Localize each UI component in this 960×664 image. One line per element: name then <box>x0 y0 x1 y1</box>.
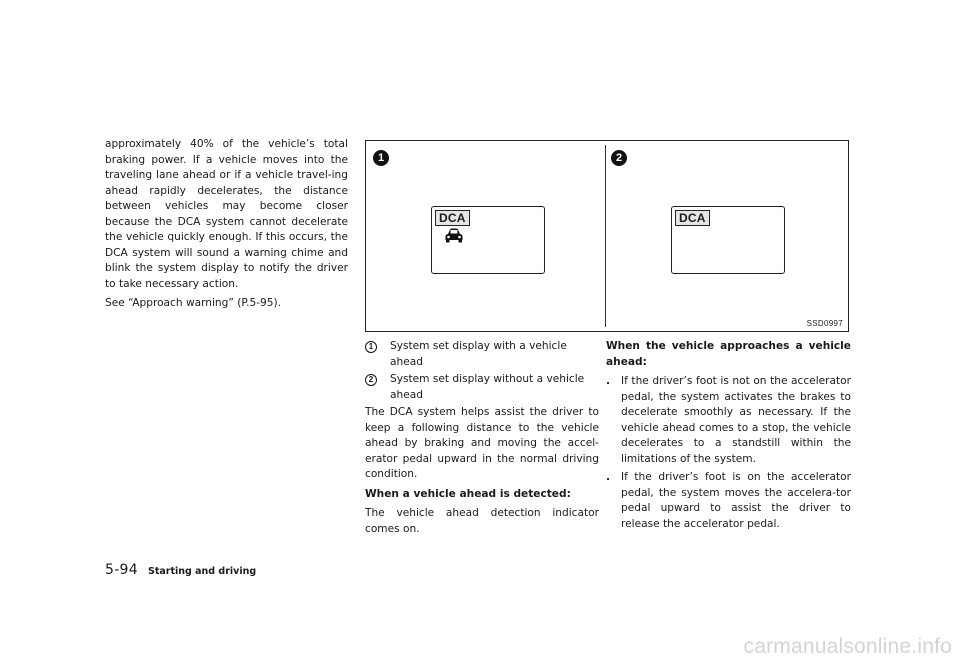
figure-caption-item <box>365 372 599 403</box>
section-title: Starting and driving <box>147 566 257 577</box>
page-number: 5-94 <box>105 562 138 578</box>
watermark: carmanualsonline.info <box>743 635 952 658</box>
page-footer <box>105 562 256 578</box>
figure-divider <box>605 145 606 327</box>
bullet-mark: . <box>606 471 611 483</box>
bullet-item <box>606 374 851 467</box>
caption-text: System set display with a vehicle ahead <box>390 340 567 368</box>
bullet-item <box>606 470 851 532</box>
body-paragraph: approximately 40% of the vehicle’s total braking power. If a vehicle moves into the traveling lane ahead or if a vehicle travel-ing ahead rapidly decelerates, the distance between vehicles may become closer because the DCA system cannot decelerate the vehicle quickly enough. If this occurs, the DCA system will sound a warning chime and blink the system display to notify the driver to take necessary action. <box>105 138 348 290</box>
display-without-vehicle-ahead <box>671 206 785 274</box>
right-column <box>606 339 851 535</box>
cross-reference: See “Approach warning” (P.5-95). <box>105 297 282 309</box>
car-icon <box>444 227 464 243</box>
display-with-vehicle-ahead <box>431 206 545 274</box>
dca-indicator-label: DCA <box>435 210 470 226</box>
subheading: When the vehicle approaches a vehicle ahead: <box>606 340 851 368</box>
figure-code: SSD0997 <box>806 319 843 328</box>
subheading: When a vehicle ahead is detected: <box>365 487 571 500</box>
body-paragraph: The DCA system helps assist the driver to keep a following distance to the vehicle ahead by braking and moving the accel-erator pedal upward in the normal driving condition. <box>365 406 599 480</box>
figure-callout-1: 1 <box>373 150 389 166</box>
bullet-text: If the driver’s foot is not on the accelerator pedal, the system activates the brakes to decelerate smoothly as necessary. If the vehicle ahead comes to a stop, the vehicle decelerates to a standstill within the limitations of the system. <box>621 375 851 465</box>
middle-column <box>365 339 599 541</box>
figure-callout-2: 2 <box>611 150 627 166</box>
caption-number: 1 <box>365 341 377 353</box>
figure-caption-item <box>365 339 599 370</box>
left-column <box>105 137 348 316</box>
body-paragraph: The vehicle ahead detection indicator comes on. <box>365 507 599 535</box>
caption-number: 2 <box>365 374 377 386</box>
bullet-text: If the driver’s foot is on the accelerator pedal, the system moves the accelera-tor pedal upward to assist the driver to release the accelerator pedal. <box>621 471 851 530</box>
dca-indicator-label: DCA <box>675 210 710 226</box>
caption-text: System set display without a vehicle ahead <box>390 373 585 401</box>
dca-display-figure <box>365 140 849 332</box>
bullet-mark: . <box>606 375 611 387</box>
